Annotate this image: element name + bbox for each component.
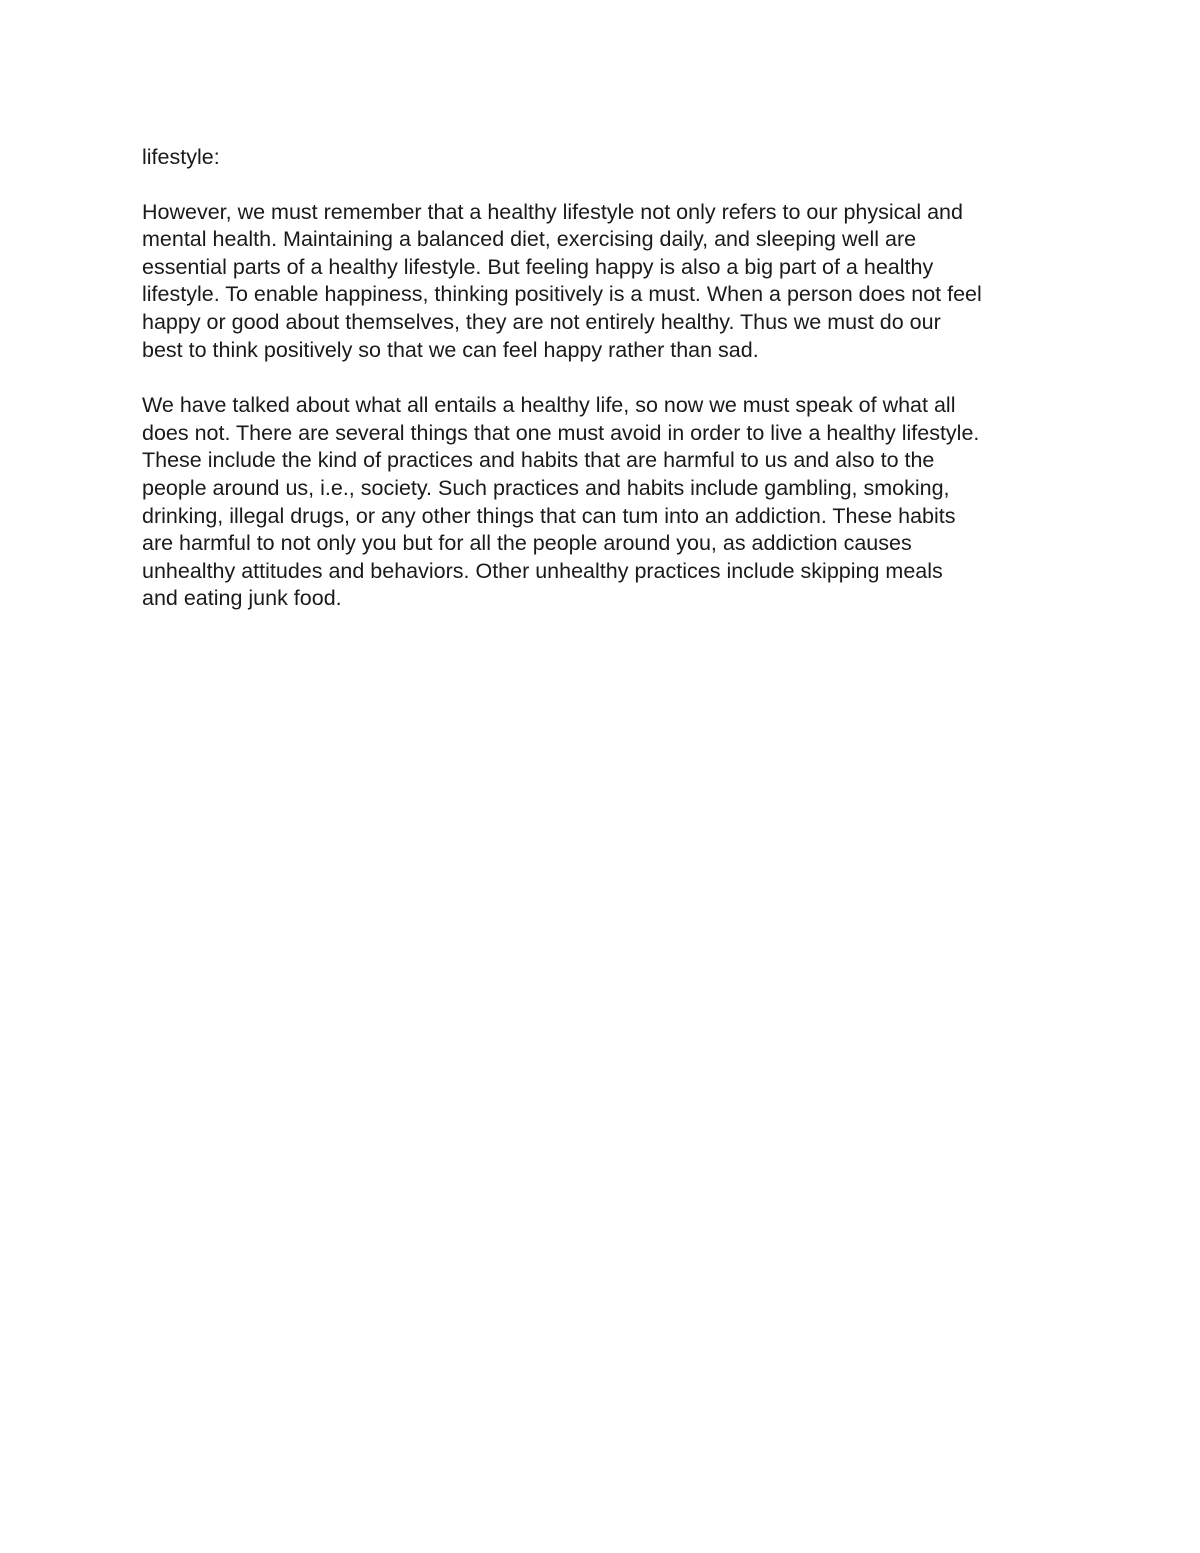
paragraph-line: does not. There are several things that one must avoid in order to live a healthy lifestyle. [142,420,980,445]
paragraph-1 [142,199,1067,365]
paragraph-line: These include the kind of practices and habits that are harmful to us and also to the [142,448,935,473]
paragraph-line: However, we must remember that a healthy lifestyle not only refers to our physical and [142,199,963,224]
paragraph-line: lifestyle. To enable happiness, thinking positively is a must. When a person does not feel [142,282,982,307]
paragraph-line: We have talked about what all entails a healthy life, so now we must speak of what all [142,393,956,418]
paragraph-line: drinking, illegal drugs, or any other things that can tum into an addiction. These habits [142,503,956,528]
paragraph-line: people around us, i.e., society. Such practices and habits include gambling, smoking, [142,475,950,500]
paragraph-line: mental health. Maintaining a balanced diet, exercising daily, and sleeping well are [142,227,917,252]
paragraph-line: essential parts of a healthy lifestyle. But feeling happy is also a big part of a healthy [142,254,934,279]
paragraph-2 [142,392,1067,613]
section-heading: lifestyle: [142,145,220,169]
paragraph-line: unhealthy attitudes and behaviors. Other unhealthy practices include skipping meals [142,558,943,583]
paragraph-line: are harmful to not only you but for all the people around you, as addiction causes [142,531,912,556]
paragraph-line: best to think positively so that we can feel happy rather than sad. [142,337,759,362]
document-body [142,144,1067,613]
paragraph-line: happy or good about themselves, they are not entirely healthy. Thus we must do our [142,309,941,334]
paragraph-line: and eating junk food. [142,586,342,611]
